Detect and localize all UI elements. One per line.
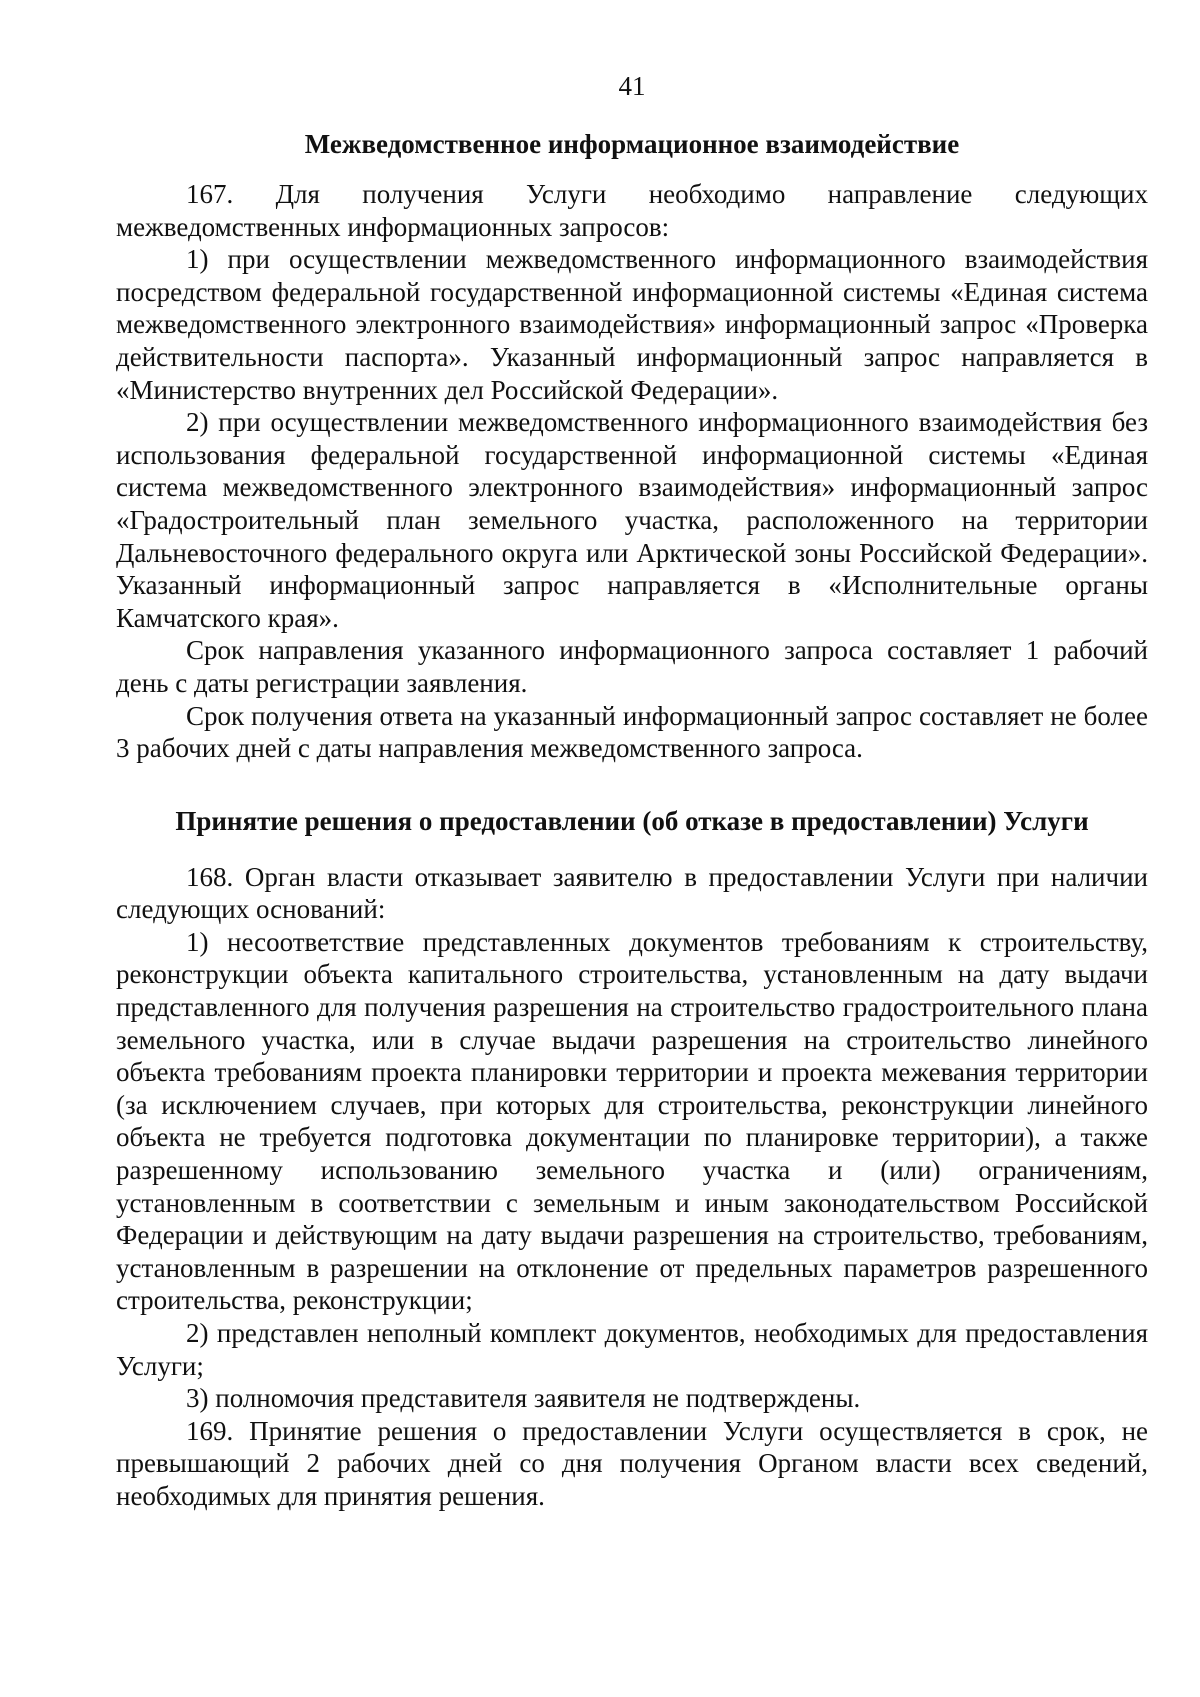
paragraph-168-item-3: 3) полномочия представителя заявителя не подтверждены.: [186, 1383, 861, 1414]
paragraph-168: 168. Орган власти отказывает заявителю в предоставлении Услуги при наличии следующих оснований:: [116, 861, 1148, 925]
section-interagency-interaction: [116, 128, 1148, 765]
paragraph-169: 169. Принятие решения о предоставлении Услуги осуществляется в срок, не превышающий 2 рабочих дней со дня получения Органом власти всех сведений, необходимых для принятия решения.: [116, 1415, 1148, 1511]
document-page: [116, 70, 1148, 1513]
paragraph-168-item-2: 2) представлен неполный комплект документов, необходимых для предоставления Услуги;: [116, 1318, 1148, 1381]
paragraph-167-item-2: 2) при осуществлении межведомственного информационного взаимодействия без использования федеральной государственной информационной системы «Единая система межведомственного электронного взаимодействия» информационный запрос «Градостроительный план земельного участка, расположенного на территории Дальневосточного федерального округа или Арктической зоны Российской Федерации». Указанный информационный запрос направляется в «Исполнительные органы Камчатского края».: [116, 407, 1148, 633]
section-heading-interagency: Межведомственное информационное взаимодействие: [304, 129, 960, 159]
section-decision: [116, 805, 1148, 1513]
paragraph-response-deadline: Срок получения ответа на указанный информационный запрос составляет не более 3 рабочих дней с даты направления межведомственного запроса.: [116, 700, 1148, 764]
page-number: 41: [618, 71, 646, 101]
section-heading-decision: Принятие решения о предоставлении (об отказе в предоставлении) Услуги: [175, 805, 1089, 836]
paragraph-request-deadline: Срок направления указанного информационного запроса составляет 1 рабочий день с даты регистрации заявления.: [116, 635, 1148, 698]
paragraph-168-item-1: 1) несоответствие представленных документов требованиям к строительству, реконструкции объекта капитального строительства, установленным на дату выдачи представленного для получения разрешения на строительство градостроительного плана земельного участка, или в случае выдачи разрешения на строительство линейного объекта требованиям проекта планировки территории и проекта межевания территории (за исключением случаев, при которых для строительства, реконструкции линейного объекта не требуется подготовка документации по планировке территории), а также разрешенному использованию земельного участка и (или) ограничениям, установленным в соответствии с земельным и иным законодательством Российской Федерации и действующим на дату выдачи разрешения на строительство, требованиям, установленным в разрешении на отклонение от предельных параметров разрешенного строительства, реконструкции;: [116, 926, 1148, 1316]
paragraph-167: 167. Для получения Услуги необходимо направление следующих межведомственных информационных запросов:: [116, 179, 1148, 242]
paragraph-167-item-1: 1) при осуществлении межведомственного информационного взаимодействия посредством федеральной государственной информационной системы «Единая система межведомственного электронного взаимодействия» информационный запрос «Проверка действительности паспорта». Указанный информационный запрос направляется в «Министерство внутренних дел Российской Федерации».: [116, 244, 1148, 405]
